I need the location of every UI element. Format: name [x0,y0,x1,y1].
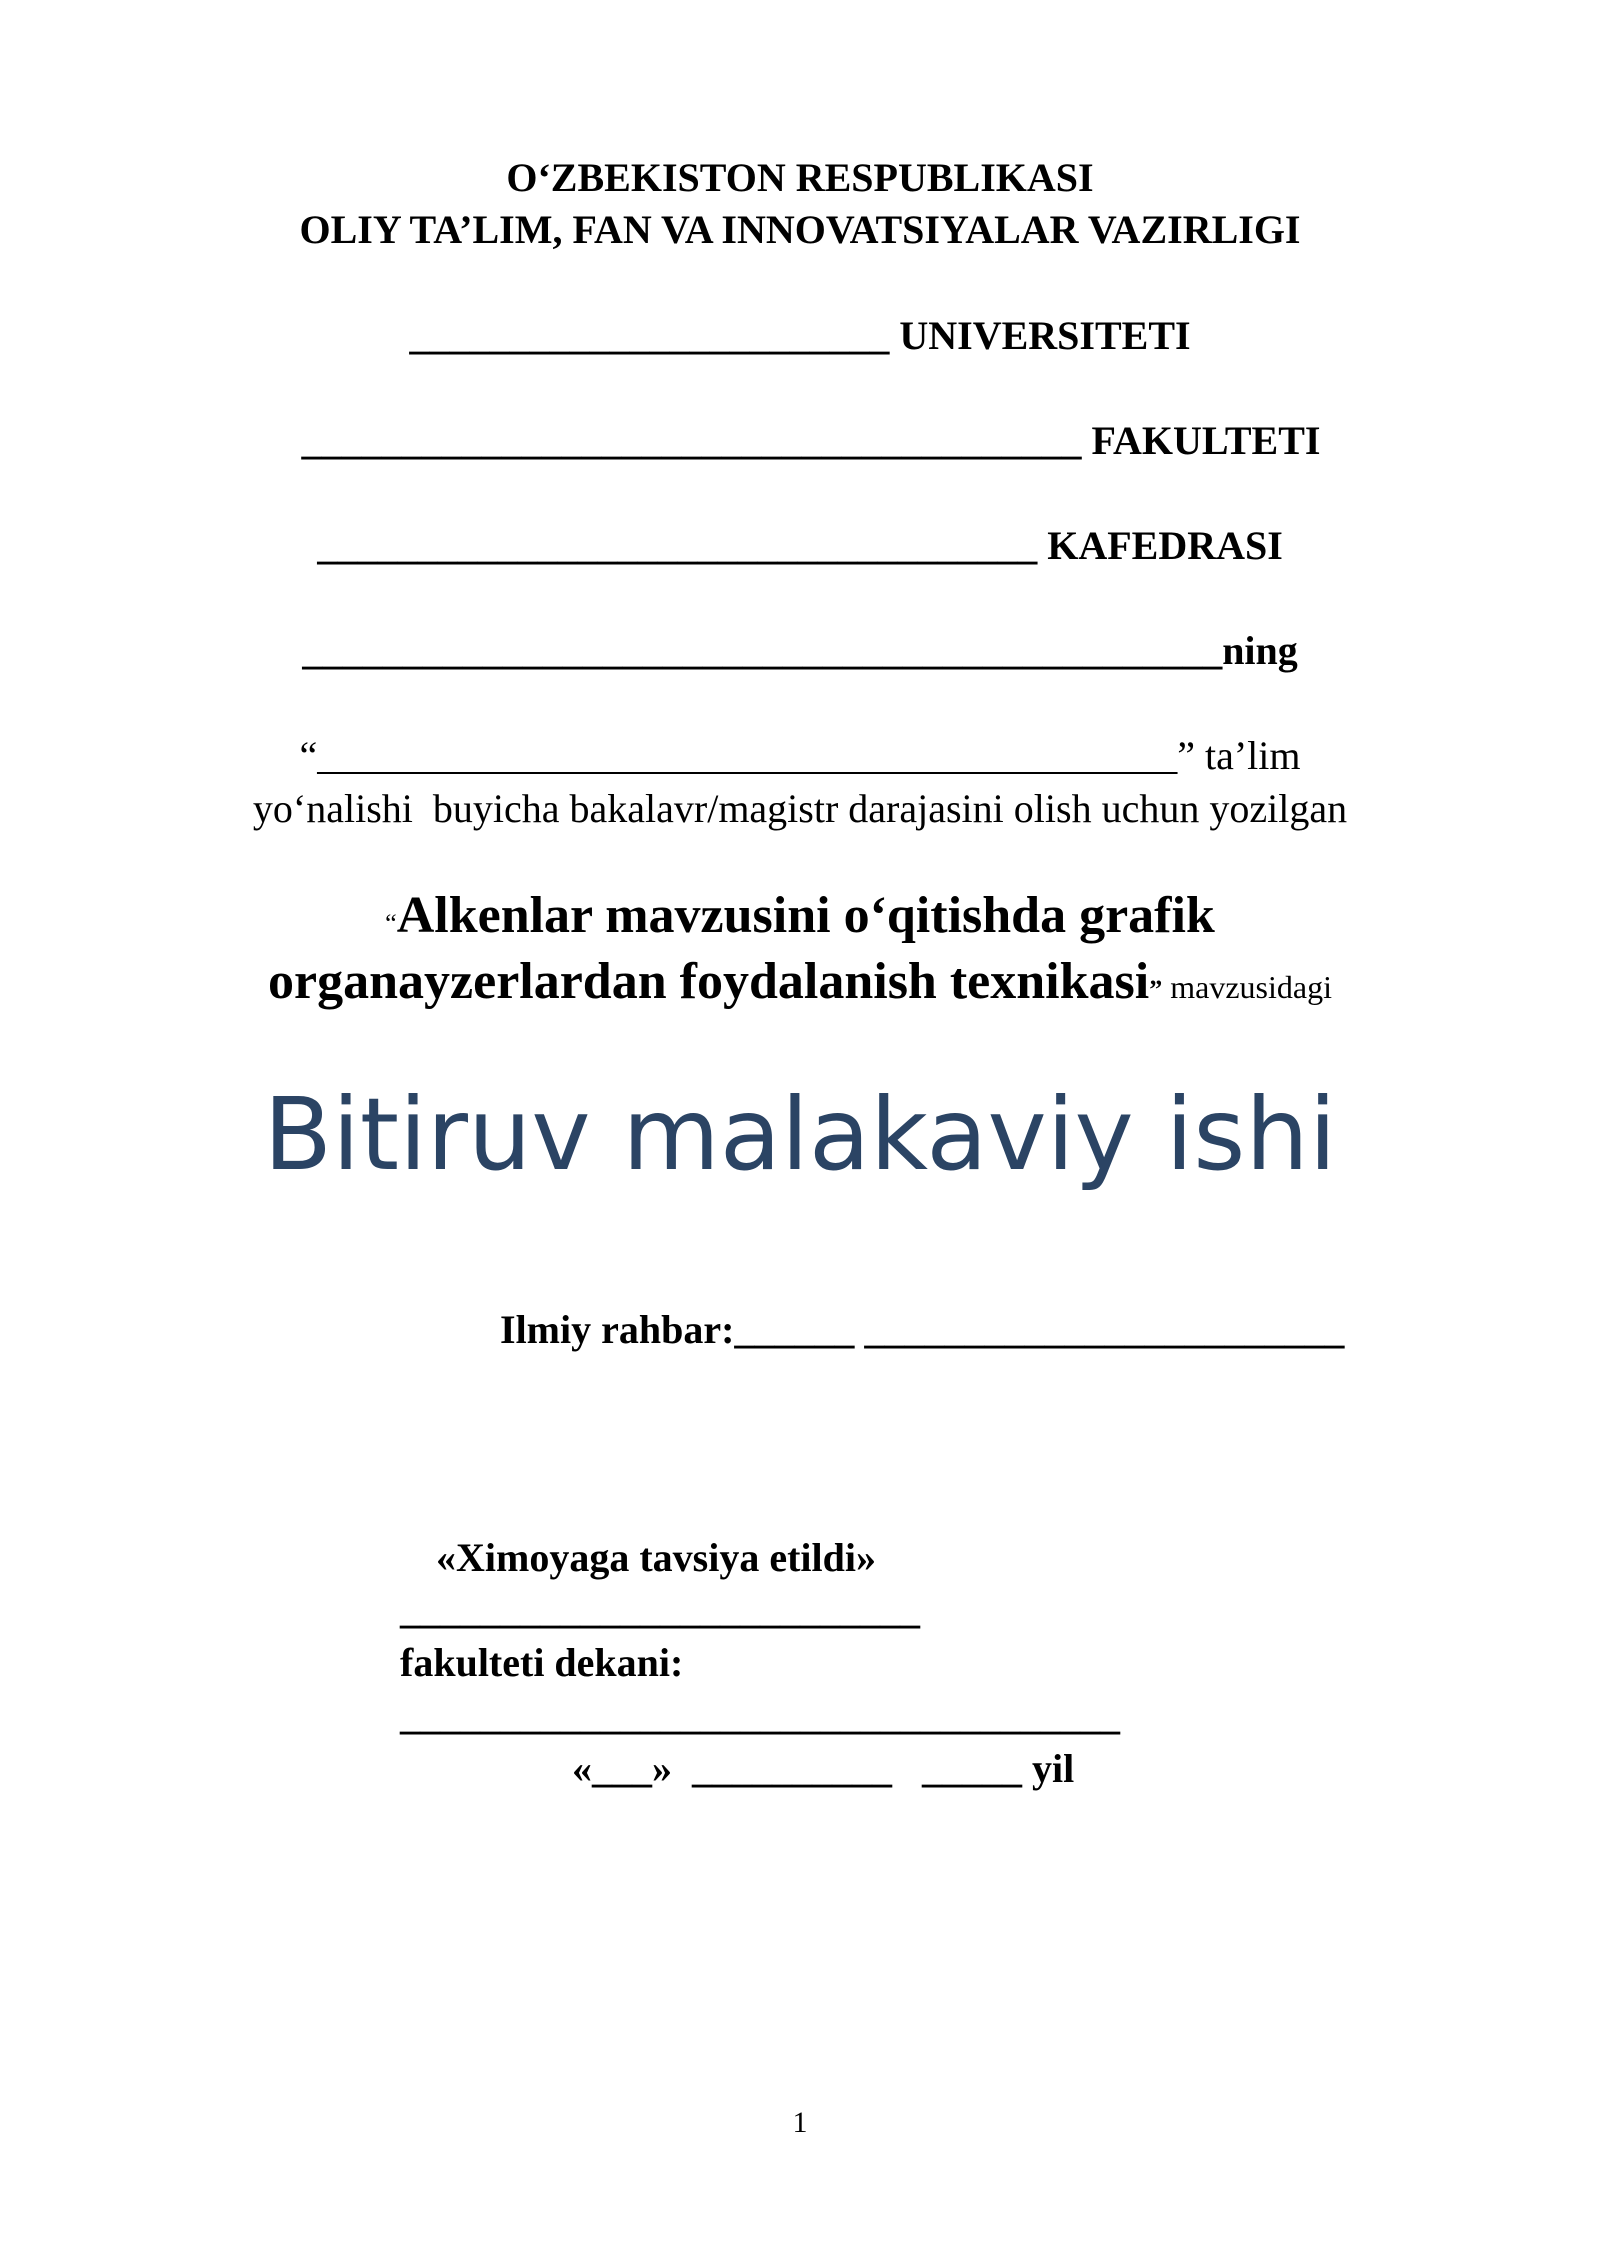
topic-close-quote: ” [1149,975,1163,1004]
direction-line-2: yo‘nalishi buyicha bakalavr/magistr darajasini olish uchun yozilgan [252,786,1348,831]
student-line: ______________________________________________ning [302,628,1298,673]
supervisor-line: Ilmiy rahbar:______ ________________________ [500,1307,1345,1352]
republic-heading: O‘ZBEKISTON RESPUBLIKASI [506,155,1094,200]
date-line: «___» __________ _____ yil [572,1746,1075,1791]
department-line: ____________________________________ KAFEDRASI [317,523,1283,568]
topic-title-part-2: organayzerlardan foydalanish texnikasi [268,953,1150,1010]
work-type-title: Bitiruv malakaviy ishi [263,1076,1337,1193]
ministry-heading: OLIY TA’LIM, FAN VA INNOVATSIYALAR VAZIRLIGI [299,207,1301,252]
recommended-label: «Ximoyaga tavsiya etildi» [436,1535,876,1580]
topic-suffix: mavzusidagi [1162,969,1332,1005]
direction-line-1: “___________________________________________” ta’lim [299,733,1301,778]
topic-line-1 [0,887,1600,944]
dean-label: fakulteti dekani: [400,1640,684,1685]
page-number: 1 [792,2106,808,2139]
topic-line-2 [0,953,1600,1010]
topic-open-quote: “ [385,909,397,938]
faculty-line: _______________________________________ FAKULTETI [301,418,1321,463]
university-line: ________________________ UNIVERSITETI [409,313,1191,358]
recommended-blank: __________________________ [400,1587,920,1632]
topic-title-part-1: Alkenlar mavzusini o‘qitishda grafik [396,887,1215,944]
dean-signature-blank: ____________________________________ [400,1693,1120,1738]
